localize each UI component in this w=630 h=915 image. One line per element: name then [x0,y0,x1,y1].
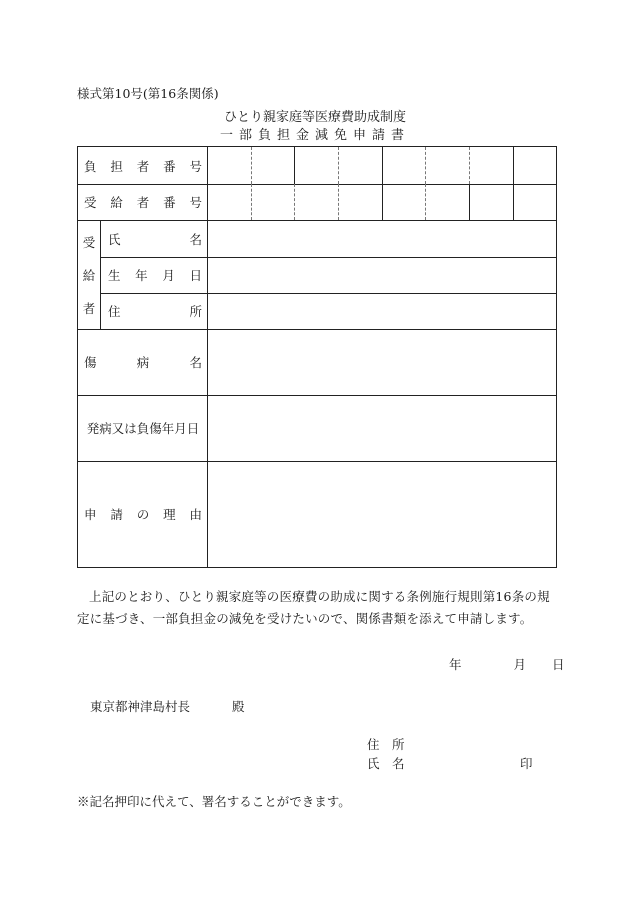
digit-separator [469,147,470,184]
label-burden-number [84,147,202,184]
label-char: 年 [135,268,148,283]
label-char: 給 [110,195,123,210]
application-table [77,146,557,568]
digit-separator [425,147,426,184]
label-char: 号 [189,195,202,210]
label-char: 号 [189,158,202,174]
digit-separator [294,184,295,220]
date-month: 月 [513,657,526,672]
label-char: 者 [136,158,150,174]
digit-separator [294,147,295,184]
addressee: 東京都神津島村長 [90,699,191,714]
label-address [108,293,202,329]
footnote: ※記名押印に代えて、署名することができます。 [77,794,351,809]
label-char: 名 [189,355,202,370]
seal-mark: 印 [520,756,533,771]
form-title-line1: ひとり親家庭等医療費助成制度 [223,110,406,125]
label-char: 者 [82,301,96,316]
digit-separator [513,147,514,184]
label-disease-name [84,329,202,395]
label-char: 番 [163,195,176,210]
label-char: 請 [110,507,123,522]
date-day: 日 [551,657,565,672]
label-char: 者 [136,195,150,210]
digit-separator [338,147,339,184]
digit-separator [513,184,514,220]
label-recipient-number [84,184,202,220]
date-year: 年 [449,657,462,672]
digit-separator [338,184,339,220]
label-char: 所 [189,304,202,319]
addressee-honorific: 殿 [232,699,245,714]
label-char: の [136,507,150,522]
applicant-name-label: 氏 名 [367,756,405,771]
declaration-text: 上記のとおり、ひとり親家庭等の医療費の助成に関する条例施行規則第16条の規定に基づき、一部負担金の減免を受けたいので、関係書類を添えて申請します。 [77,589,550,626]
applicant-address-label: 住 所 [367,737,405,752]
label-char: 負 [84,158,97,174]
label-char: 番 [163,158,176,174]
label-char: 受 [84,195,97,210]
digit-separator [251,184,252,220]
label-name [108,220,202,257]
label-reason [84,461,202,567]
label-char: 月 [162,268,175,283]
label-char: 受 [82,235,96,250]
label-char: 日 [189,268,202,283]
label-char: 生 [108,268,121,283]
column-divider [207,147,208,567]
label-char: 給 [82,268,96,283]
label-char: 理 [163,507,176,522]
digit-separator [251,147,252,184]
label-text: 発病又は負傷年月日 [86,421,200,436]
label-char: 傷 [84,355,97,370]
label-char: 氏 [108,231,121,247]
digit-separator [382,184,383,220]
label-char: 申 [84,507,97,522]
digit-separator [425,184,426,220]
label-char: 由 [189,507,202,522]
form-number: 様式第10号(第16条関係) [77,86,219,101]
date-line [449,655,565,673]
column-divider [100,220,101,329]
digit-separator [469,184,470,220]
label-recipient-group [78,233,100,317]
label-char: 住 [108,304,121,319]
form-title-line2: 一部負担金減免申請書 [219,128,410,143]
label-char: 名 [189,231,202,247]
digit-separator [382,147,383,184]
label-birthdate [108,257,202,293]
label-char: 担 [110,158,123,174]
label-char: 病 [136,355,150,370]
label-onset-date [84,395,202,461]
